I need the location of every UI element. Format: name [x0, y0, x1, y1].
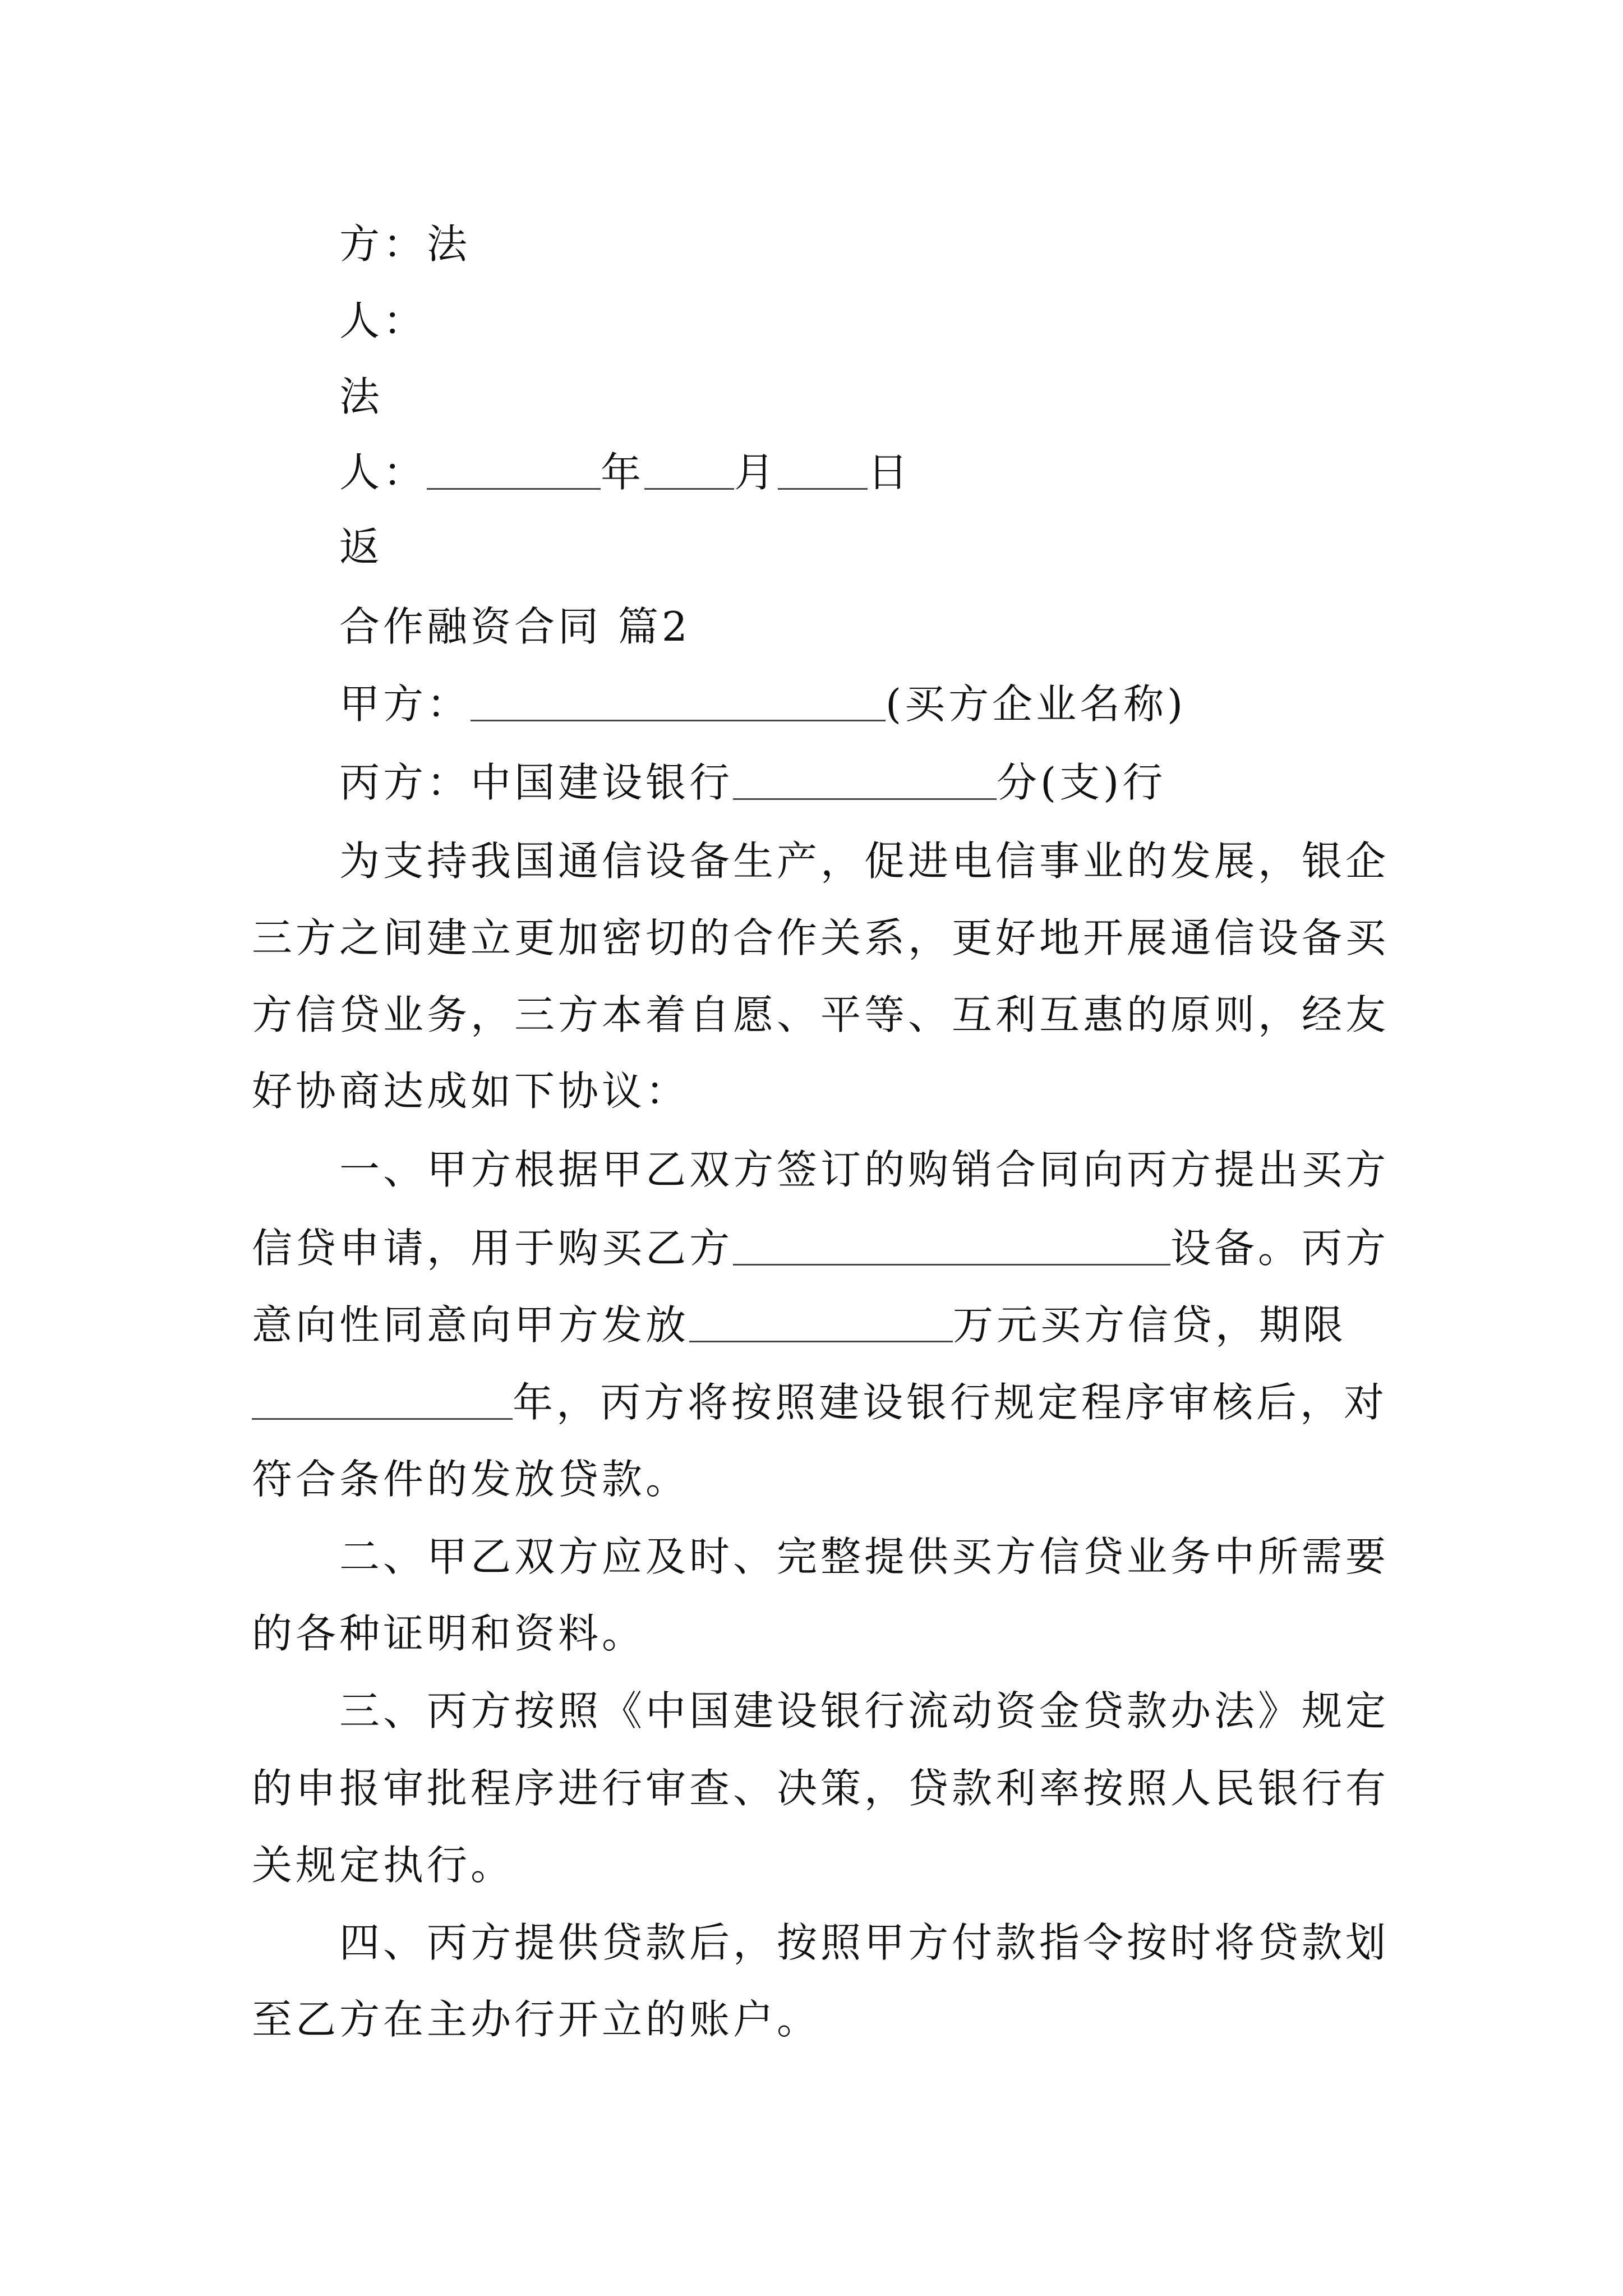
clause4-line-1: 四、丙方提供贷款后，按照甲方付款指令按时将贷款划 [339, 1919, 1390, 1966]
clause1-line-4 [252, 1377, 1387, 1428]
signature-line-1: 方：法 [339, 220, 471, 268]
party-a-label: 甲方： [339, 680, 471, 728]
clause1-line-5: 符合条件的发放贷款。 [252, 1456, 690, 1503]
clause1-line-2 [252, 1223, 1389, 1273]
intro-line-3: 方信贷业务，三方本着自愿、平等、互利互惠的原则，经友 [252, 991, 1390, 1038]
section-title: 合作融资合同 篇2 [339, 603, 691, 650]
clause1-line-2-b: 设备。丙方 [1170, 1225, 1390, 1272]
day-blank [778, 453, 868, 490]
signature-line-3: 法 [339, 373, 384, 420]
day-label: 日 [868, 449, 912, 496]
signature-line-2: 人： [339, 297, 427, 344]
month-label: 月 [734, 449, 778, 496]
clause1-line-3-b: 万元买方信贷，期限 [953, 1301, 1347, 1349]
party-a-note: (买方企业名称) [886, 680, 1187, 728]
clause3-line-3: 关规定执行。 [252, 1842, 515, 1889]
clause1-line-4-b: 年，丙方将按照建设银行规定程序审核后，对 [513, 1379, 1388, 1426]
party-c-label: 丙方：中国建设银行 [339, 759, 734, 806]
signature-line-5: 返 [339, 523, 384, 570]
party-c-blank [733, 763, 997, 800]
clause2-line-2: 的各种证明和资料。 [252, 1610, 646, 1657]
clause3-line-2: 的申报审批程序进行审查、决策，贷款利率按照人民银行有 [252, 1765, 1390, 1812]
clause2-line-1: 二、甲乙双方应及时、完整提供买方信贷业务中所需要 [339, 1533, 1390, 1580]
month-blank [644, 453, 734, 490]
intro-line-1: 为支持我国通信设备生产，促进电信事业的发展，银企 [339, 838, 1390, 885]
party-c-suffix: 分(支)行 [997, 759, 1166, 806]
signature-date-prefix: 人： [339, 449, 427, 496]
intro-line-2: 三方之间建立更加密切的合作关系，更好地开展通信设备买 [252, 914, 1390, 961]
clause1-line-3 [252, 1300, 1347, 1350]
intro-line-4: 好协商达成如下协议： [252, 1068, 690, 1115]
year-label: 年 [601, 449, 645, 496]
clause4-line-2: 至乙方在主办行开立的账户。 [252, 1996, 821, 2043]
clause1-line-3-a: 意向性同意向甲方发放 [252, 1301, 690, 1349]
party-a-blank [471, 685, 886, 721]
clause1-line-1: 一、甲方根据甲乙双方签订的购销合同向丙方提出买方 [339, 1146, 1390, 1193]
term-blank [252, 1383, 513, 1420]
signature-date-line [339, 447, 911, 498]
party-a-line [339, 679, 1186, 729]
clause3-line-1: 三、丙方按照《中国建设银行流动资金贷款办法》规定 [339, 1687, 1390, 1734]
year-blank [427, 453, 601, 490]
party-c-line [339, 757, 1166, 808]
clause1-line-2-a: 信贷申请，用于购买乙方 [252, 1225, 734, 1272]
amount-blank [689, 1306, 953, 1342]
equipment-blank [733, 1229, 1170, 1266]
